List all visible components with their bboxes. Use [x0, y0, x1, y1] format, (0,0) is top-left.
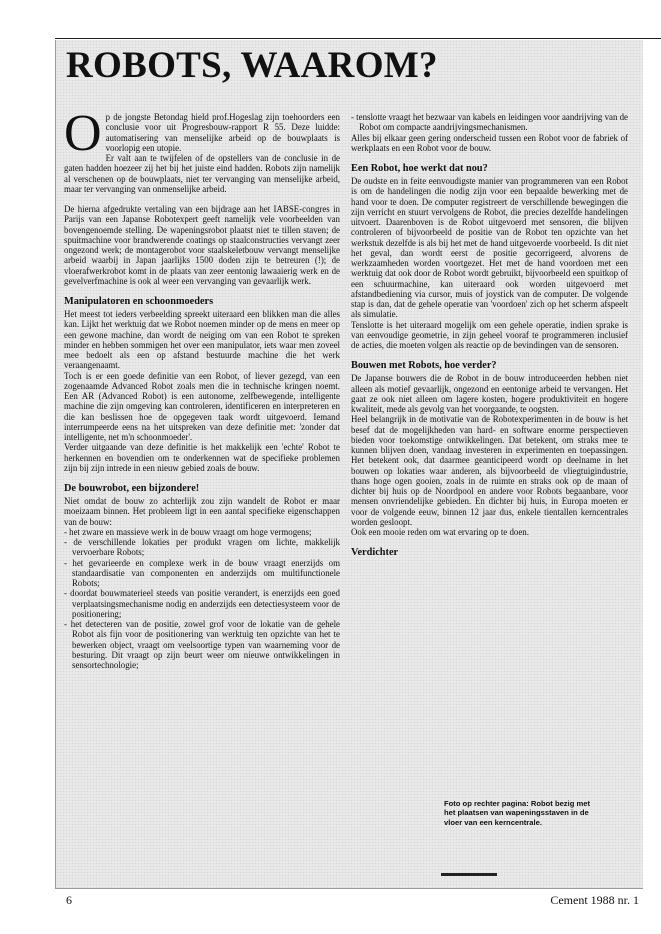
section2-paragraph-1: Niet omdat de bouw zo achterlijk zou zijn wandelt de Robot er maar moeizaam binnen. Het probleem ligt in een aantal specifieke eigenschappen van de bouw:	[64, 496, 340, 527]
drop-cap: O	[64, 105, 102, 162]
section3-paragraph-1: De oudste en in feite eenvoudigste manier van programmeren van een Robot is om de handelingen die nodig zijn voor een bepaalde bewerking met de hand voor te doen. De computer registreert de verschillende bewegingen die zijn verricht en stuurt vervolgens de Robot, die precies dezelfde handelingen uitvoert. Daarenboven is de Robot uitgevoerd met sensoren, die blijven controleren of bijvoorbeeld de positie van de Robot ten opzichte van het werkstuk dezelfde is als bij het met de hand uitgevoerde voorbeeld. Is dit niet het geval, dan wordt eerst de positie gecorrigeerd, alvorens de werkzaamheden worden voortgezet. Het met de hand voordoen met een werktuig dat ook door de Robot wordt gebruikt, bijvoorbeeld een spuitkop of een schuurmachine, kan uiteraard ook worden uitgevoerd met afstandbediening via cursor, muis of joystick van de computer. De volgende stap is dan, dat de gehele operatie van 'voordoen' zich op het scherm afspeelt als simulatie.	[351, 176, 628, 320]
photo-caption: Foto op rechter pagina: Robot bezig met het plaatsen van wapeningsstaven in de vloer van een kerncentrale.	[444, 799, 590, 827]
intro-paragraph-1	[64, 105, 340, 162]
top-rule	[55, 38, 661, 39]
article-title: ROBOTS, WAAROM?	[66, 45, 438, 86]
left-column	[64, 105, 340, 670]
bouw-requirements-list	[64, 527, 340, 671]
page-number: 6	[66, 893, 72, 907]
section4-paragraph-1: De Japanse bouwers die de Robot in de bouw introduceerden hebben niet alleen als motief gevaarlijk, ongezond en eentonige arbeid te vervangen. Het gaat ze ook niet alleen om lagere kosten, hogere produktiviteit en hogere kwaliteit, mede als gevolg van het voorgaande, te oogsten.	[351, 373, 628, 414]
list-item: - tenslotte vraagt het bezwaar van kabels en leidingen voor aandrijving van de Robot om compacte aandrijvingsmechanismen.	[351, 112, 628, 133]
section1-paragraph-2: Toch is er een goede definitie van een Robot, of liever gezegd, van een zogenaamde Advanced Robot zoals men die in technische kringen noemt. Een AR (Advanced Robot) is een autonome, zelfbewegende, intelligente machine die zijn omgeving kan controleren, identificeren en interpreteren en die kan beslissen hoe de opgegeven taak wordt uitgevoerd. Iemand interrumpeerde eens na het uitspreken van deze definitie met: 'zonder dat intelligente, net m'n schoonmoeder'.	[64, 370, 340, 442]
list-item: - het gevarieerde en complexe werk in de bouw vraagt enerzijds om standaardisatie van componenten en anderzijds om multifunctionele Robots;	[64, 557, 340, 588]
author-signature: Verdichter	[351, 547, 399, 559]
list-item: - doordat bouwmaterieel steeds van positie verandert, is enerzijds een goed verplaatsingsmechanisme nodig en anderzijds een detectiesysteem voor de positionering;	[64, 588, 340, 619]
journal-issue: Cement 1988 nr. 1	[550, 893, 639, 907]
right-column	[351, 112, 628, 560]
section-heading-bouwen-met-robots: Bouwen met Robots, hoe verder?	[351, 360, 497, 372]
section-heading-hoe-werkt: Een Robot, hoe werkt dat nou?	[351, 163, 488, 174]
section4-paragraph-3: Ook een mooie reden om wat ervaring op te doen.	[351, 527, 529, 537]
section1-paragraph-3: Verder uitgaande van deze definitie is het makkelijk een 'echte' Robot te herkennen en bovendien om te onderkennen wat de specifieke problemen zijn bij zijn intrede in een nieuw gebied zoals de bouw.	[64, 442, 340, 473]
section1-paragraph-1: Het meest tot ieders verbeelding spreekt uiteraard een blikken man die alles kan. Lijkt het werktuig dat we Robot noemen minder op de mens en meer op een gewone machine, dan wordt de neiging om van een Robot te spreken minder en hebben sommigen het over een manipulator, iets waar men zoveel mee bedoelt als een op afstand bestuurde machine die het werk veraangenaamt.	[64, 309, 340, 371]
section-heading-bouwrobot: De bouwrobot, een bijzondere!	[64, 483, 200, 494]
intro-paragraph-3: De hierna afgedrukte vertaling van een bijdrage aan het IABSE-congres in Parijs van een Japanse Robotexpert geeft namelijk vele voorbeelden van bovengenoemde stelling. De wapeningsrobot plaatst niet te tillen staven; de spuitmachine voor brandwerende coatings op staalconstructies vervangt zeer ongezond werk; de montagerobot voor staalskeletbouw vervangt menselijke arbeid waarbij in Japan jaarlijks 1500 doden zijn te betreuren (!); de vloerafwerkrobot komt in de plaats van zeer eentonig lawaaierig werk en de gevelverfmachine is ook al weer een vervanging van gevaarlijk werk.	[64, 204, 340, 286]
section-heading-manipulatoren: Manipulatoren en schoonmoeders	[64, 296, 214, 307]
bouw-requirements-list-continued	[351, 112, 628, 133]
section4-paragraph-2: Heel belangrijk in de motivatie van de Robotexperimenten in de bouw is het besef dat de mogelijkheden van hard- en software enorme perspectieven bieden voor toekomstige ontwikkelingen. Dat betekent, om straks mee te kunnen blijven doen, vandaag investeren in experimenten en toepassingen. Het betekent ook, dat daarmee geanticipeerd wordt op deelname in het bouwen op lokaties waar anderen, als bijvoorbeeld de vliegtuigindustrie, thans hoge ogen gooien, zoals in de ruimte en straks ook op de maan of dichter bij huis op de Noordpool en andere voor Robots begaanbare, voor mensen onvriendelijke gebieden. En dichter bij huis, in Europa moeten er voor de volgende eeuw, binnen 12 jaar dus, enkele tientallen kerncentrales worden gesloopt.	[351, 414, 628, 527]
list-item: - het zware en massieve werk in de bouw vraagt om hoge vermogens;	[64, 526, 312, 537]
section2-paragraph-2: Alles bij elkaar geen gering onderscheid tussen een Robot voor de fabriek of werkplaats en een Robot voor de bouw.	[351, 132, 628, 153]
list-item: - het detecteren van de positie, zowel grof voor de lokatie van de gehele Robot als fijn voor de positionering van werktuig ten opzichte van het te bewerken object, vraagt om veelsoortige typen van waarneming voor de besturing. Dit vraagt op zijn beurt weer om nieuwe ontwikkelingen in sensortechnologie;	[64, 619, 340, 670]
section3-paragraph-2: Tenslotte is het uiteraard mogelijk om een gehele operatie, indien sprake is van eenvoudige geometrie, in zijn geheel vooraf te programmeren inclusief de acties, die moeten volgen als reactie op de bevindingen van de sensoren.	[351, 319, 628, 350]
intro-paragraph-2: Er valt aan te twijfelen of de opstellers van de conclusie in de gaten hadden hoezeer zij het bij het juiste eind hadden. Robots zijn namelijk al verschenen op de bouwplaats, niet ter vervanging van menselijke arbeid, maar ter vervanging van onmenselijke arbeid.	[64, 153, 340, 194]
intro-text-1: p de jongste Betondag hield prof.Hogeslag zijn toehoorders een conclusie voor uit Progresbouw-rapport R 55. Deze luidde: automatisering van menselijke arbeid op de bouwplaats is voorlopig een utopie.	[105, 112, 340, 153]
caption-bar	[441, 873, 497, 876]
list-item: - de verschillende lokaties per produkt vragen om lichte, makkelijk vervoerbare Robots;	[64, 537, 340, 558]
